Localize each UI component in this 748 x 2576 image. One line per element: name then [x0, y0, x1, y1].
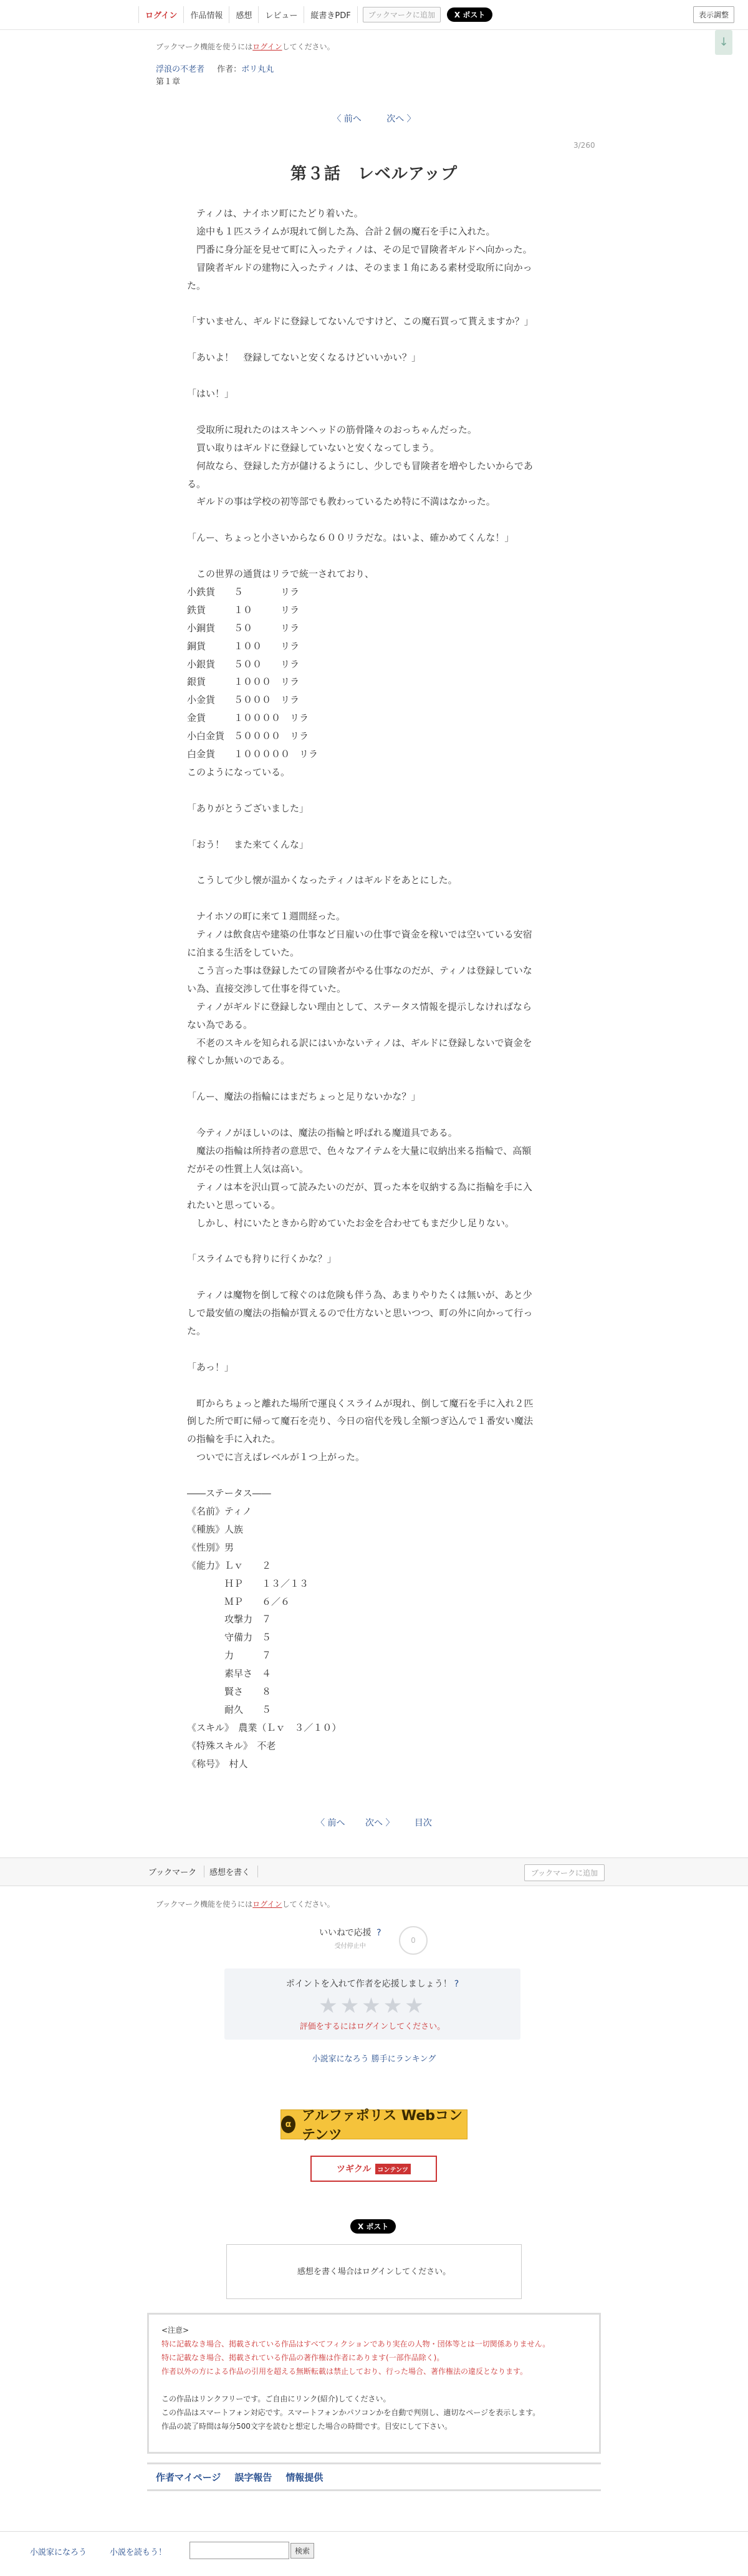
- novel-line: 銅貨 １００ リラ: [187, 640, 300, 652]
- novel-line: ナイホソの町に来て１週間経った。: [187, 911, 345, 922]
- nav-item-review[interactable]: レビュー: [259, 6, 304, 23]
- novel-line: このようになっている。: [187, 767, 290, 778]
- novel-line: ついでに言えばレベルが１つ上がった。: [187, 1451, 365, 1463]
- novel-line: 「あっ！」: [187, 1361, 234, 1373]
- novel-line: 銀貨 １０００ リラ: [187, 676, 300, 688]
- novel-line: 今ティノがほしいのは、魔法の指輪と呼ばれる魔道具である。: [187, 1127, 458, 1139]
- notice-line: 特に記載なき場合、掲載されている作品はすべてフィクションであり実在の人物・団体等とは一切関係ありません。: [161, 2340, 550, 2348]
- next-link[interactable]: 次へ 〉: [386, 114, 416, 124]
- novel-line: ＨＰ １３／１３: [187, 1577, 309, 1589]
- ranking-link[interactable]: 小説家になろう 勝手にランキング: [312, 2055, 436, 2064]
- novel-line: 不老のスキルを知られる訳にはいかないティノは、ギルドに登録しないで資金を: [187, 1037, 532, 1048]
- login-link[interactable]: ログイン: [138, 6, 184, 23]
- novel-line: 受取所に現れたのはスキンヘッドの筋骨隆々のおっちゃんだった。: [187, 424, 477, 435]
- episode-title: 第３話 レベルアップ: [290, 165, 458, 183]
- novel-line: 力 ７: [187, 1650, 272, 1662]
- novel-line: の指輪を手に入れた。: [187, 1433, 281, 1445]
- novel-line: [187, 818, 561, 836]
- novel-line: ――ステータス――: [187, 1488, 271, 1499]
- bookmark-login-note-bottom: ブックマーク機能を使うにはログインしてください。: [156, 1900, 335, 1909]
- info-provide-link[interactable]: 情報提供: [285, 2471, 324, 2483]
- novel-line: 冒険者ギルドの建物に入ったティノは、そのまま１角にある素材受取所に向かっ: [187, 261, 532, 273]
- novel-line: 「スライムでも狩りに行くかな？」: [187, 1253, 337, 1265]
- search-button[interactable]: 検索: [290, 2543, 314, 2559]
- novel-line: 金貨 １００００ リラ: [187, 712, 309, 724]
- notice-box: [147, 2313, 601, 2454]
- novel-line: ティノがギルドに登録しない理由として、ステータス情報を提示しなければなら: [187, 1000, 532, 1012]
- notice-heading: <注意>: [161, 2326, 189, 2335]
- nav-item-pdf[interactable]: 縦書きPDF: [304, 6, 357, 23]
- series-title-link[interactable]: 浮浪の不老者: [156, 65, 205, 74]
- novel-line: 途中も１匹スライムが現れて倒した為、合計２個の魔石を手に入れた。: [187, 225, 496, 237]
- novel-line: 耐久 ５: [187, 1703, 272, 1715]
- novel-line: 小鉄貨 ５ リラ: [187, 586, 300, 598]
- novel-line: 《性別》男: [187, 1541, 234, 1553]
- x-post-button[interactable]: X ポスト: [447, 7, 492, 22]
- novel-line: ティノは、ナイホソ町にたどり着いた。: [187, 208, 363, 219]
- iine-status: 受付停止中: [334, 1943, 366, 1950]
- review-login-box: 感想を書く場合はログインしてください。: [226, 2244, 522, 2299]
- iine-button[interactable]: 0: [399, 1926, 428, 1955]
- prev-link[interactable]: 〈 前へ: [332, 114, 362, 124]
- top-pager: [0, 112, 748, 125]
- novel-line: る。: [187, 478, 206, 490]
- novel-line: 「はい！」: [187, 388, 234, 400]
- novel-line: 守備力 ５: [187, 1632, 272, 1644]
- notice-line: この作品はスマートフォン対応です。スマートフォンかパソコンかを自動で判別し、適切なページを表示します。: [161, 2408, 540, 2417]
- novel-line: 「おう！ また来てくんな」: [187, 838, 309, 850]
- novel-line: [187, 1466, 561, 1484]
- novel-line: 《名前》ティノ: [187, 1505, 252, 1517]
- display-settings-button[interactable]: 表示調整: [693, 6, 734, 23]
- novel-line: 稼ぐしか無いのである。: [187, 1055, 290, 1067]
- novel-line: [187, 403, 561, 421]
- novel-line: こう言った事は登録したての冒険者がやる仕事なのだが、ティノは登録していな: [187, 964, 532, 976]
- novel-line: 「あいよ！ 登録してないと安くなるけどいいかい？」: [187, 352, 421, 364]
- novel-line: [187, 367, 561, 385]
- novel-line: ティノは本を沢山買って読みたいのだが、買った本を収納する為に指輪を手に入: [187, 1181, 532, 1193]
- novel-line: 《能力》Ｌｖ ２: [187, 1559, 272, 1571]
- novel-line: 何故なら、登録した方が儲けるようにし、少しでも冒険者を増やしたいからであ: [187, 460, 533, 472]
- prev-link-bottom[interactable]: 〈 前へ: [316, 1818, 345, 1828]
- author-mypage-link[interactable]: 作者マイページ: [156, 2471, 221, 2483]
- novel-line: 《称号》 村人: [187, 1758, 248, 1770]
- novel-body: [187, 205, 561, 1773]
- author-link[interactable]: ボリ丸丸: [241, 65, 274, 74]
- footer-yomou-link[interactable]: 小説を読もう！: [110, 2548, 167, 2557]
- write-review-tab[interactable]: 感想を書く: [209, 1866, 258, 1877]
- novel-line: しで最安値の魔法の指輪が買えるので仕方ないと思いつつ、町の外に向かって行っ: [187, 1307, 533, 1319]
- bottom-pager: [0, 1816, 748, 1829]
- novel-line: [187, 889, 561, 908]
- novel-line: 「すいません、ギルドに登録してないんですけど、この魔石買って貰えますか？」: [187, 316, 534, 327]
- footer: [0, 2531, 748, 2576]
- bottom-toolbar: [0, 1857, 748, 1886]
- novel-line: [187, 854, 561, 872]
- bookmark-login-note: ブックマーク機能を使うにはログインしてください。: [156, 42, 335, 51]
- novel-line: ＭＰ ６／６: [187, 1595, 290, 1607]
- nav-item-impressions[interactable]: 感想: [229, 6, 259, 23]
- bookmark-add-button-bottom[interactable]: ブックマークに追加: [524, 1864, 605, 1881]
- novel-line: 白金貨 １０００００ リラ: [187, 748, 319, 760]
- novel-line: [187, 547, 561, 565]
- novel-line: [187, 1106, 561, 1124]
- bookmark-login-link[interactable]: ログイン: [252, 42, 282, 51]
- help-icon[interactable]: ?: [454, 1979, 459, 1989]
- rating-box: [224, 1968, 520, 2040]
- rating-login-note: 評価をするにはログインしてください。: [299, 2022, 446, 2031]
- novel-line: 《スキル》 農業（Ｌｖ ３／１０）: [187, 1721, 342, 1733]
- rating-login-link[interactable]: ログイン: [356, 2022, 389, 2031]
- index-link[interactable]: 目次: [414, 1818, 432, 1828]
- footer-narou-link[interactable]: 小説家になろう: [30, 2548, 87, 2557]
- novel-line: しかし、村にいたときから貯めていたお金を合わせてもまだ少し足りない。: [187, 1217, 515, 1229]
- novel-line: [187, 331, 561, 349]
- scroll-down-icon[interactable]: ↓: [715, 30, 732, 55]
- novel-line: 「んー、ちょっと小さいからな６００リラだな。はいよ、確かめてくんな！」: [187, 532, 514, 544]
- search-input[interactable]: [189, 2542, 289, 2559]
- novel-line: い為、直接交渉して仕事を得ていた。: [187, 982, 347, 994]
- novel-line: 《特殊スキル》 不老: [187, 1740, 276, 1751]
- notice-line: 作品の読了時間は毎分500文字を読むと想定した場合の時間です。目安にして下さい。: [161, 2422, 452, 2431]
- novel-line: 《種族》人族: [187, 1523, 244, 1535]
- page-count: 3/260: [573, 141, 595, 150]
- tugikuru-banner[interactable]: ツギクル コンテンツ: [310, 2156, 437, 2182]
- notice-line: 特に記載なき場合、掲載されている作品の著作権は作者にあります(一部作品除く)。: [161, 2353, 444, 2362]
- series-info: [156, 62, 274, 74]
- novel-line: 門番に身分証を見せて町に入ったティノは、その足で冒険者ギルドへ向かった。: [187, 243, 532, 255]
- novel-line: ない為である。: [187, 1019, 253, 1030]
- rating-label: ポイントを入れて作者を応援しましょう！ ?: [285, 1979, 459, 1989]
- novel-line: [187, 1232, 561, 1250]
- novel-line: 小銅貨 ５０ リラ: [187, 622, 300, 634]
- novel-line: 鉄貨 １０ リラ: [187, 604, 300, 616]
- novel-line: 小銀貨 ５００ リラ: [187, 658, 300, 670]
- novel-line: ギルドの事は学校の初等部でも教わっているため特に不満はなかった。: [187, 496, 496, 508]
- iine-label: いいねで応援: [319, 1928, 372, 1938]
- novel-line: 買い取りはギルドに登録していないと安くなってしまう。: [187, 442, 439, 453]
- novel-line: この世界の通貨はリラで統一されており、: [187, 568, 375, 580]
- novel-line: ティノは飲食店や建築の仕事など日雇いの仕事で資金を稼いでは空いている安宿: [187, 929, 532, 941]
- notice-line: この作品はリンクフリーです。ご自由にリンク(紹介)してください。: [161, 2394, 391, 2403]
- chapter-label: 第１章: [156, 77, 181, 87]
- novel-line: 町からちょっと離れた場所で運良くスライムが現れ、倒して魔石を手に入れ２匹: [187, 1397, 534, 1409]
- alphapolis-logo-icon: α: [281, 2116, 295, 2133]
- novel-line: [187, 1340, 561, 1358]
- novel-line: [187, 295, 561, 313]
- notice-line: 作者以外の方による作品の引用を超える無断転載は禁止しており、行った場合、著作権法の違反となります。: [161, 2367, 528, 2376]
- bookmark-add-button[interactable]: ブックマークに追加: [363, 7, 441, 22]
- novel-line: 「ありがとうございました」: [187, 802, 309, 814]
- novel-line: [187, 1268, 561, 1286]
- novel-line: 「んー、魔法の指輪にはまだちょっと足りないかな？」: [187, 1091, 421, 1103]
- novel-line: ティノは魔物を倒して稼ぐのは危険も伴う為、あまりやりたくは無いが、あと少: [187, 1289, 532, 1301]
- novel-line: 攻撃力 ７: [187, 1614, 272, 1625]
- novel-line: れたいと思っている。: [187, 1199, 281, 1211]
- novel-line: 魔法の指輪は所持者の意思で、色々なアイテムを大量に収納出来る指輪で、高額: [187, 1145, 532, 1156]
- novel-line: 素早さ ４: [187, 1668, 272, 1680]
- bookmark-tab[interactable]: ブックマーク: [148, 1866, 204, 1877]
- author-info: 作者：ボリ丸丸: [217, 65, 274, 74]
- novel-line: [187, 1377, 561, 1395]
- novel-line: に泊まる生活をしていた。: [187, 947, 300, 958]
- novel-line: 賢さ ８: [187, 1686, 272, 1698]
- nav-item-info[interactable]: 作品情報: [184, 6, 229, 23]
- novel-line: 倒した所で町に帰って魔石を売り、今日の宿代を残し全額つぎ込んで１番安い魔法: [187, 1415, 534, 1427]
- top-nav: [0, 0, 748, 30]
- iine-section: [319, 1926, 381, 1950]
- next-link-bottom[interactable]: 次へ 〉: [365, 1818, 395, 1828]
- novel-line: [187, 1070, 561, 1088]
- top-nav-items: [138, 6, 492, 23]
- typo-report-link[interactable]: 誤字報告: [234, 2471, 272, 2483]
- novel-line: 小金貨 ５０００ リラ: [187, 694, 300, 706]
- help-icon[interactable]: ?: [376, 1928, 381, 1938]
- novel-line: た。: [187, 1325, 206, 1337]
- author-links-bar: [147, 2462, 601, 2491]
- x-post-button-bottom[interactable]: X ポスト: [350, 2219, 396, 2234]
- novel-line: [187, 511, 561, 529]
- novel-line: こうして少し懐が温かくなったティノはギルドをあとにした。: [187, 874, 458, 886]
- novel-line: た。: [187, 279, 206, 291]
- novel-line: [187, 782, 561, 800]
- novel-line: だがその性質上人気は高い。: [187, 1163, 309, 1174]
- bookmark-login-link-bottom[interactable]: ログイン: [252, 1900, 282, 1909]
- novel-line: 小白金貨 ５００００ リラ: [187, 730, 309, 742]
- rating-stars[interactable]: ★★★★★: [319, 1993, 426, 2018]
- alphapolis-banner[interactable]: α アルファポリス Webコンテンツ: [280, 2109, 467, 2139]
